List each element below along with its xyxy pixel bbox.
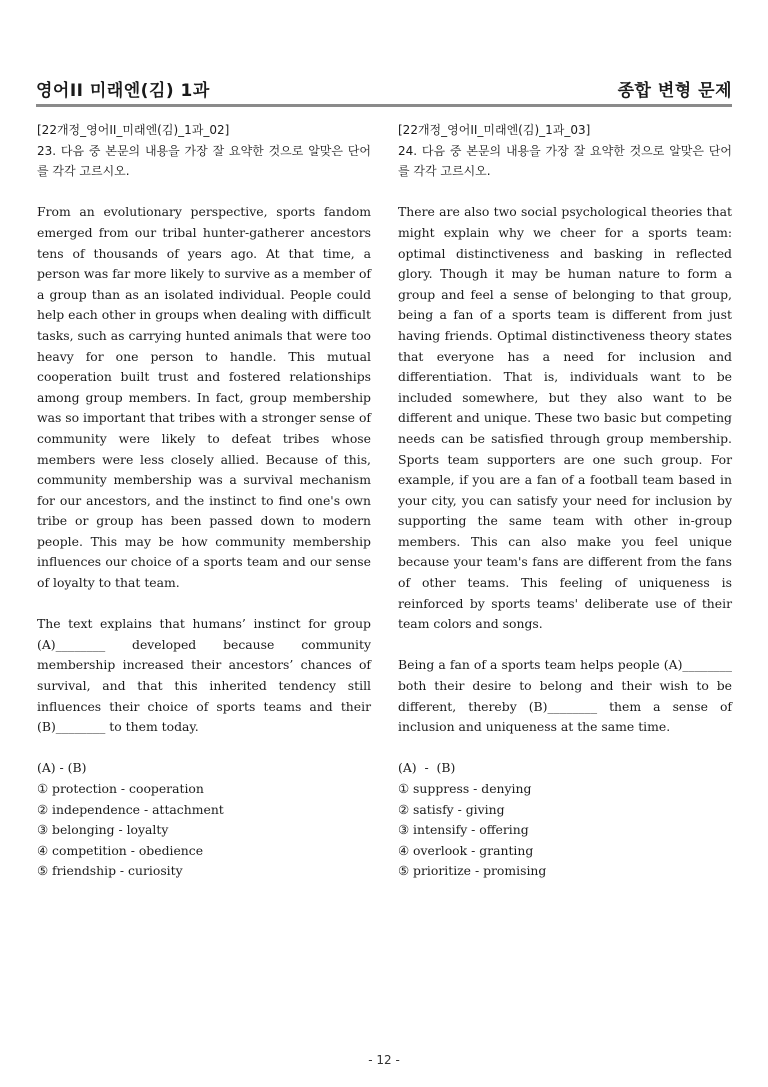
summary-text: Being a fan of a sports team helps people (A)________ both their desire to belong and their wish to be different, thereby (B)________ them a sense of inclusion and uniqueness at the same time.	[398, 657, 732, 735]
option-4[interactable]: ④ competition - obedience	[37, 842, 204, 858]
question-24-column	[398, 120, 732, 882]
option-1[interactable]: ① suppress - denying	[398, 781, 532, 796]
header-left-title: 영어II 미래엔(김) 1과	[36, 80, 210, 101]
option-3[interactable]: ③ belonging - loyalty	[37, 822, 169, 838]
option-5[interactable]: ⑤ friendship - curiosity	[37, 863, 183, 879]
option-3[interactable]: ③ intensify - offering	[398, 822, 529, 838]
options-header: (A) - (B)	[398, 760, 456, 776]
options-header: (A) - (B)	[37, 760, 87, 776]
question-prompt: 24. 다음 중 본문의 내용을 가장 잘 요약한 것으로 알맞은 단어를 각각 고르시오.	[398, 143, 732, 179]
option-1[interactable]: ① protection - cooperation	[37, 781, 204, 796]
option-5[interactable]: ⑤ prioritize - promising	[398, 863, 547, 879]
question-code: [22개정_영어II_미래엔(김)_1과_03]	[398, 123, 591, 137]
question-23-column	[37, 120, 371, 882]
option-2[interactable]: ② independence - attachment	[37, 801, 224, 817]
question-prompt: 23. 다음 중 본문의 내용을 가장 잘 요약한 것으로 알맞은 단어를 각각 고르시오.	[37, 143, 371, 179]
header-right-title: 종합 변형 문제	[617, 80, 732, 101]
passage-text: There are also two social psychological theories that might explain why we cheer for a sports team: optimal distinctiveness and basking in reflected glory. Though it may be human nature to form a group and feel a sense of belonging to that group, being a fan of a sports team is different from just having friends. Optimal distinctiveness theory states that everyone has a need for inclusion and differentiation. That is, individuals want to be included somewhere, but they also want to be different and unique. These two basic but competing needs can be satisfied through group membership. Sports team supporters are one such group. For example, if you are a fan of a football team based in your city, you can satisfy your need for inclusion by supporting the same team with other in-group members. This can also make you feel unique because your team's fans are different from the fans of other teams. This feeling of uniqueness is reinforced by sports teams' deliberate use of their team colors and songs.	[398, 204, 732, 632]
passage-text: From an evolutionary perspective, sports fandom emerged from our tribal hunter-gatherer ancestors tens of thousands of years ago. At that time, a person was far more likely to survive as a member of a group than as an isolated individual. People could help each other in groups when dealing with difficult tasks, such as carrying hunted animals that were too heavy for one person to handle. This mutual cooperation built trust and fostered relationships among group members. In fact, group membership was so important that tribes with a stronger sense of community were likely to defeat tribes whose members were less closely allied. Because of this, community membership was a survival mechanism for our ancestors, and the instinct to find one's own tribe or group has been passed down to modern people. This may be how community membership influences our choice of a sports team and our sense of loyalty to that team.	[37, 204, 372, 591]
page-number: - 12 -	[368, 1053, 400, 1067]
header-divider	[36, 104, 732, 107]
option-2[interactable]: ② satisfy - giving	[398, 801, 505, 817]
page-header	[36, 74, 732, 102]
option-4[interactable]: ④ overlook - granting	[398, 842, 534, 858]
question-code: [22개정_영어II_미래엔(김)_1과_02]	[37, 123, 230, 137]
summary-text: The text explains that humans’ instinct for group (A)________ developed because community membership increased their ancestors’ chances of survival, and that this inherited tendency still influences their choice of sports teams and their (B)________ to them today.	[37, 616, 371, 735]
